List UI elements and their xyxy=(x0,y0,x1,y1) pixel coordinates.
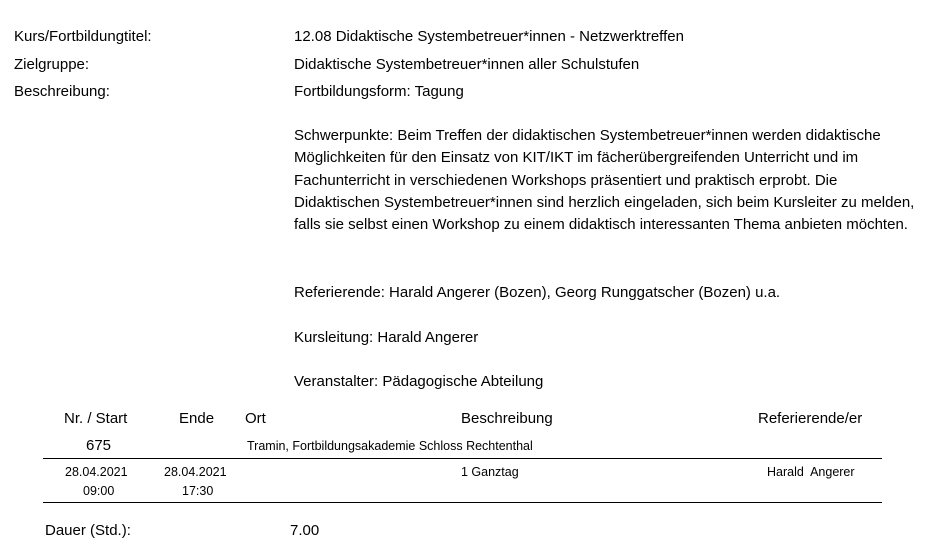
description-focus: Schwerpunkte: Beim Treffen der didaktischen Systembetreuer*innen werden didaktische Möglichkeiten für den Einsatz von KIT/IKT im fächerübergreifenden Unterricht und im Fachunterricht in verschiedenen Workshops präsentiert und praktisch erprobt. Die Didaktischen Systembetreuer*innen sind herzlich eingeladen, sich beim Kursleiter zu melden, falls sie selbst einen Workshop zu einem didaktisch interessanten Thema anbieten möchten. xyxy=(294,127,915,234)
session-start-date: 28.04.2021 xyxy=(65,465,128,479)
table-divider-top xyxy=(43,458,882,459)
duration-label: Dauer (Std.): xyxy=(45,522,131,539)
table-divider-bottom xyxy=(43,502,882,503)
course-number: 675 xyxy=(86,437,112,454)
duration-value: 7.00 xyxy=(290,522,320,539)
audience-value: Didaktische Systembetreuer*innen aller Schulstufen xyxy=(294,56,640,73)
description-form: Fortbildungsform: Tagung xyxy=(294,83,464,100)
header-description: Beschreibung xyxy=(461,410,553,427)
course-location: Tramin, Fortbildungsakademie Schloss Rechtenthal xyxy=(247,439,533,453)
speakers: Referierende: Harald Angerer (Bozen), Georg Runggatscher (Bozen) u.a. xyxy=(294,284,781,301)
title-value: 12.08 Didaktische Systembetreuer*innen - Netzwerktreffen xyxy=(294,28,684,45)
audience-label: Zielgruppe: xyxy=(14,56,90,73)
course-lead: Kursleitung: Harald Angerer xyxy=(294,329,479,346)
description-label: Beschreibung: xyxy=(14,83,110,100)
header-end: Ende xyxy=(179,410,215,427)
session-speaker: Harald Angerer xyxy=(767,465,855,479)
title-label: Kurs/Fortbildungtitel: xyxy=(14,28,152,45)
session-description: 1 Ganztag xyxy=(461,465,519,479)
header-speaker: Referierende/er xyxy=(758,410,863,427)
header-location: Ort xyxy=(245,410,266,427)
organizer: Veranstalter: Pädagogische Abteilung xyxy=(294,373,544,390)
session-start-time: 09:00 xyxy=(83,484,115,498)
session-end-date: 28.04.2021 xyxy=(164,465,227,479)
header-nr-start: Nr. / Start xyxy=(64,410,128,427)
session-end-time: 17:30 xyxy=(182,484,214,498)
